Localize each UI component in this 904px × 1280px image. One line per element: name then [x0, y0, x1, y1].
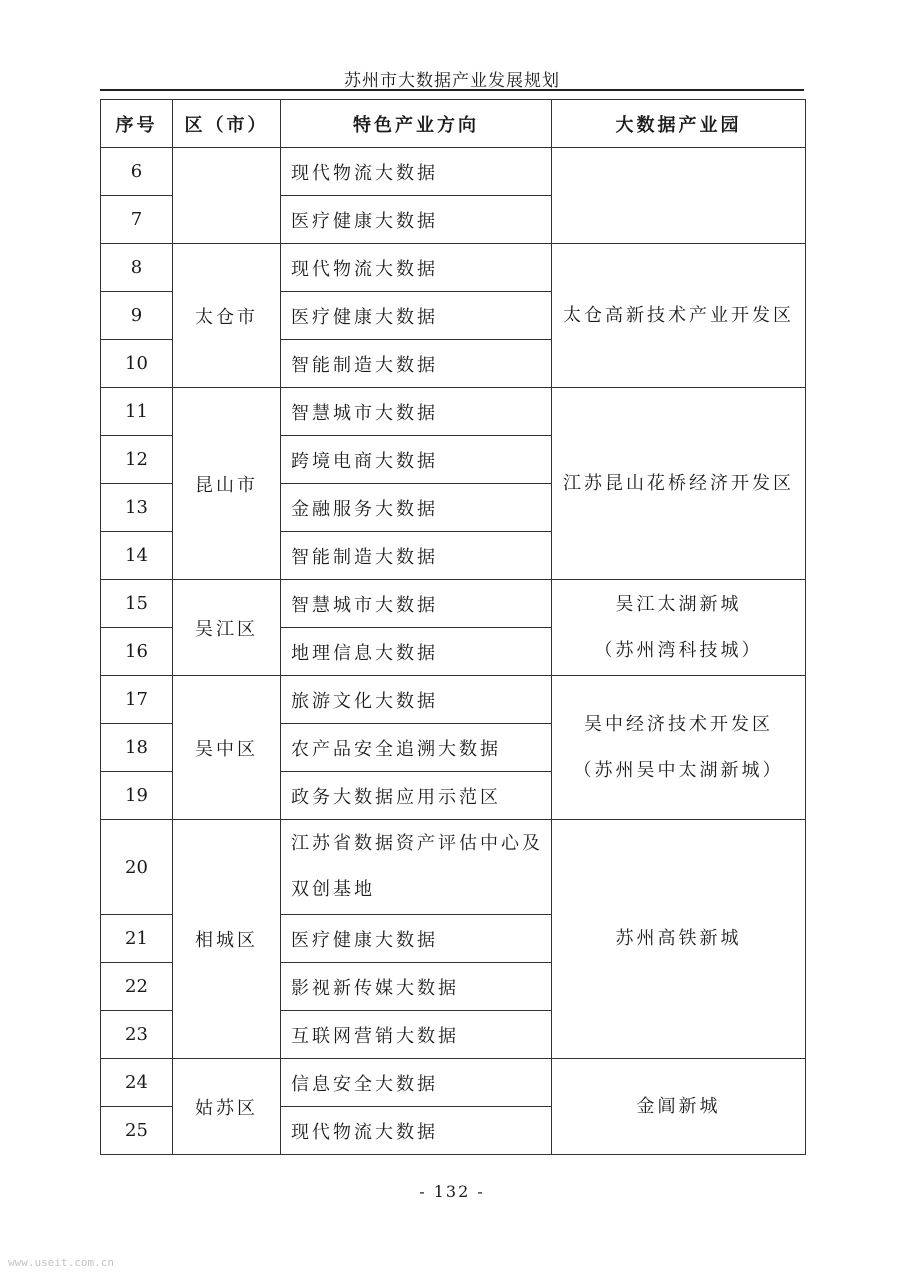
industry-direction-cell: 旅游文化大数据 — [281, 676, 552, 724]
park-name-line: 苏州高铁新城 — [615, 928, 742, 949]
table-body — [101, 148, 806, 1155]
industry-direction-cell: 智慧城市大数据 — [281, 580, 552, 628]
industry-direction-cell: 智能制造大数据 — [281, 340, 552, 388]
industry-direction-cell: 农产品安全追溯大数据 — [281, 724, 552, 772]
row-number-cell: 13 — [101, 484, 173, 532]
column-header-no: 序号 — [101, 100, 173, 148]
industry-direction-cell: 医疗健康大数据 — [281, 292, 552, 340]
table-row — [101, 148, 806, 196]
industry-park-cell — [552, 148, 806, 244]
row-number-cell: 16 — [101, 628, 173, 676]
industry-direction-cell: 地理信息大数据 — [281, 628, 552, 676]
row-number-cell: 14 — [101, 532, 173, 580]
running-header: 苏州市大数据产业发展规划 — [344, 71, 560, 91]
row-number-cell: 6 — [101, 148, 173, 196]
district-cell: 姑苏区 — [173, 1059, 281, 1155]
row-number-cell: 24 — [101, 1059, 173, 1107]
table-row — [101, 244, 806, 292]
column-header-district: 区（市） — [173, 100, 281, 148]
table-row — [101, 580, 806, 628]
row-number-cell: 10 — [101, 340, 173, 388]
row-number-cell: 7 — [101, 196, 173, 244]
table-row — [101, 676, 806, 724]
table-row — [101, 388, 806, 436]
row-number-cell: 9 — [101, 292, 173, 340]
row-number-cell: 23 — [101, 1011, 173, 1059]
district-cell: 相城区 — [173, 820, 281, 1059]
industry-direction-cell: 信息安全大数据 — [281, 1059, 552, 1107]
industry-direction-cell: 跨境电商大数据 — [281, 436, 552, 484]
industry-direction-cell: 江苏省数据资产评估中心及双创基地 — [281, 820, 552, 915]
park-name-line: （苏州吴中太湖新城） — [573, 759, 784, 781]
industry-direction-cell: 现代物流大数据 — [281, 1107, 552, 1155]
row-number-cell: 20 — [101, 820, 173, 915]
industry-direction-cell: 政务大数据应用示范区 — [281, 772, 552, 820]
column-header-direction: 特色产业方向 — [281, 100, 552, 148]
row-number-cell: 12 — [101, 436, 173, 484]
table-row — [101, 1059, 806, 1107]
row-number-cell: 19 — [101, 772, 173, 820]
row-number-cell: 11 — [101, 388, 173, 436]
industry-park-cell — [552, 820, 806, 1059]
industry-park-cell — [552, 676, 806, 820]
industry-direction-cell: 智慧城市大数据 — [281, 388, 552, 436]
industry-park-table — [100, 99, 806, 1155]
district-cell: 吴江区 — [173, 580, 281, 676]
industry-direction-cell: 医疗健康大数据 — [281, 196, 552, 244]
district-cell: 昆山市 — [173, 388, 281, 580]
park-name-line: （苏州湾科技城） — [594, 639, 763, 661]
column-header-park: 大数据产业园 — [552, 100, 806, 148]
industry-direction-cell: 现代物流大数据 — [281, 244, 552, 292]
park-name-line: 吴中经济技术开发区 — [584, 713, 773, 735]
industry-direction-cell: 现代物流大数据 — [281, 148, 552, 196]
table-row — [101, 820, 806, 915]
park-name-line: 江苏昆山花桥经济开发区 — [563, 472, 794, 494]
industry-park-cell — [552, 388, 806, 580]
row-number-cell: 25 — [101, 1107, 173, 1155]
row-number-cell: 17 — [101, 676, 173, 724]
park-name-line: 金阊新城 — [636, 1095, 721, 1117]
industry-direction-cell: 影视新传媒大数据 — [281, 963, 552, 1011]
industry-direction-cell: 互联网营销大数据 — [281, 1011, 552, 1059]
industry-direction-cell: 智能制造大数据 — [281, 532, 552, 580]
district-cell — [173, 148, 281, 244]
table-header-row — [101, 100, 806, 148]
header-rule — [100, 89, 804, 91]
page-number: - 132 - — [419, 1182, 485, 1201]
row-number-cell: 22 — [101, 963, 173, 1011]
row-number-cell: 15 — [101, 580, 173, 628]
park-name-line: 吴江太湖新城 — [615, 593, 742, 615]
row-number-cell: 21 — [101, 915, 173, 963]
industry-park-cell — [552, 1059, 806, 1155]
industry-direction-cell: 医疗健康大数据 — [281, 915, 552, 963]
district-cell: 太仓市 — [173, 244, 281, 388]
industry-park-cell — [552, 244, 806, 388]
industry-direction-cell: 金融服务大数据 — [281, 484, 552, 532]
industry-park-cell — [552, 580, 806, 676]
watermark: www.useit.com.cn — [8, 1256, 114, 1269]
park-name-line: 太仓高新技术产业开发区 — [563, 304, 794, 326]
district-cell: 吴中区 — [173, 676, 281, 820]
row-number-cell: 18 — [101, 724, 173, 772]
row-number-cell: 8 — [101, 244, 173, 292]
